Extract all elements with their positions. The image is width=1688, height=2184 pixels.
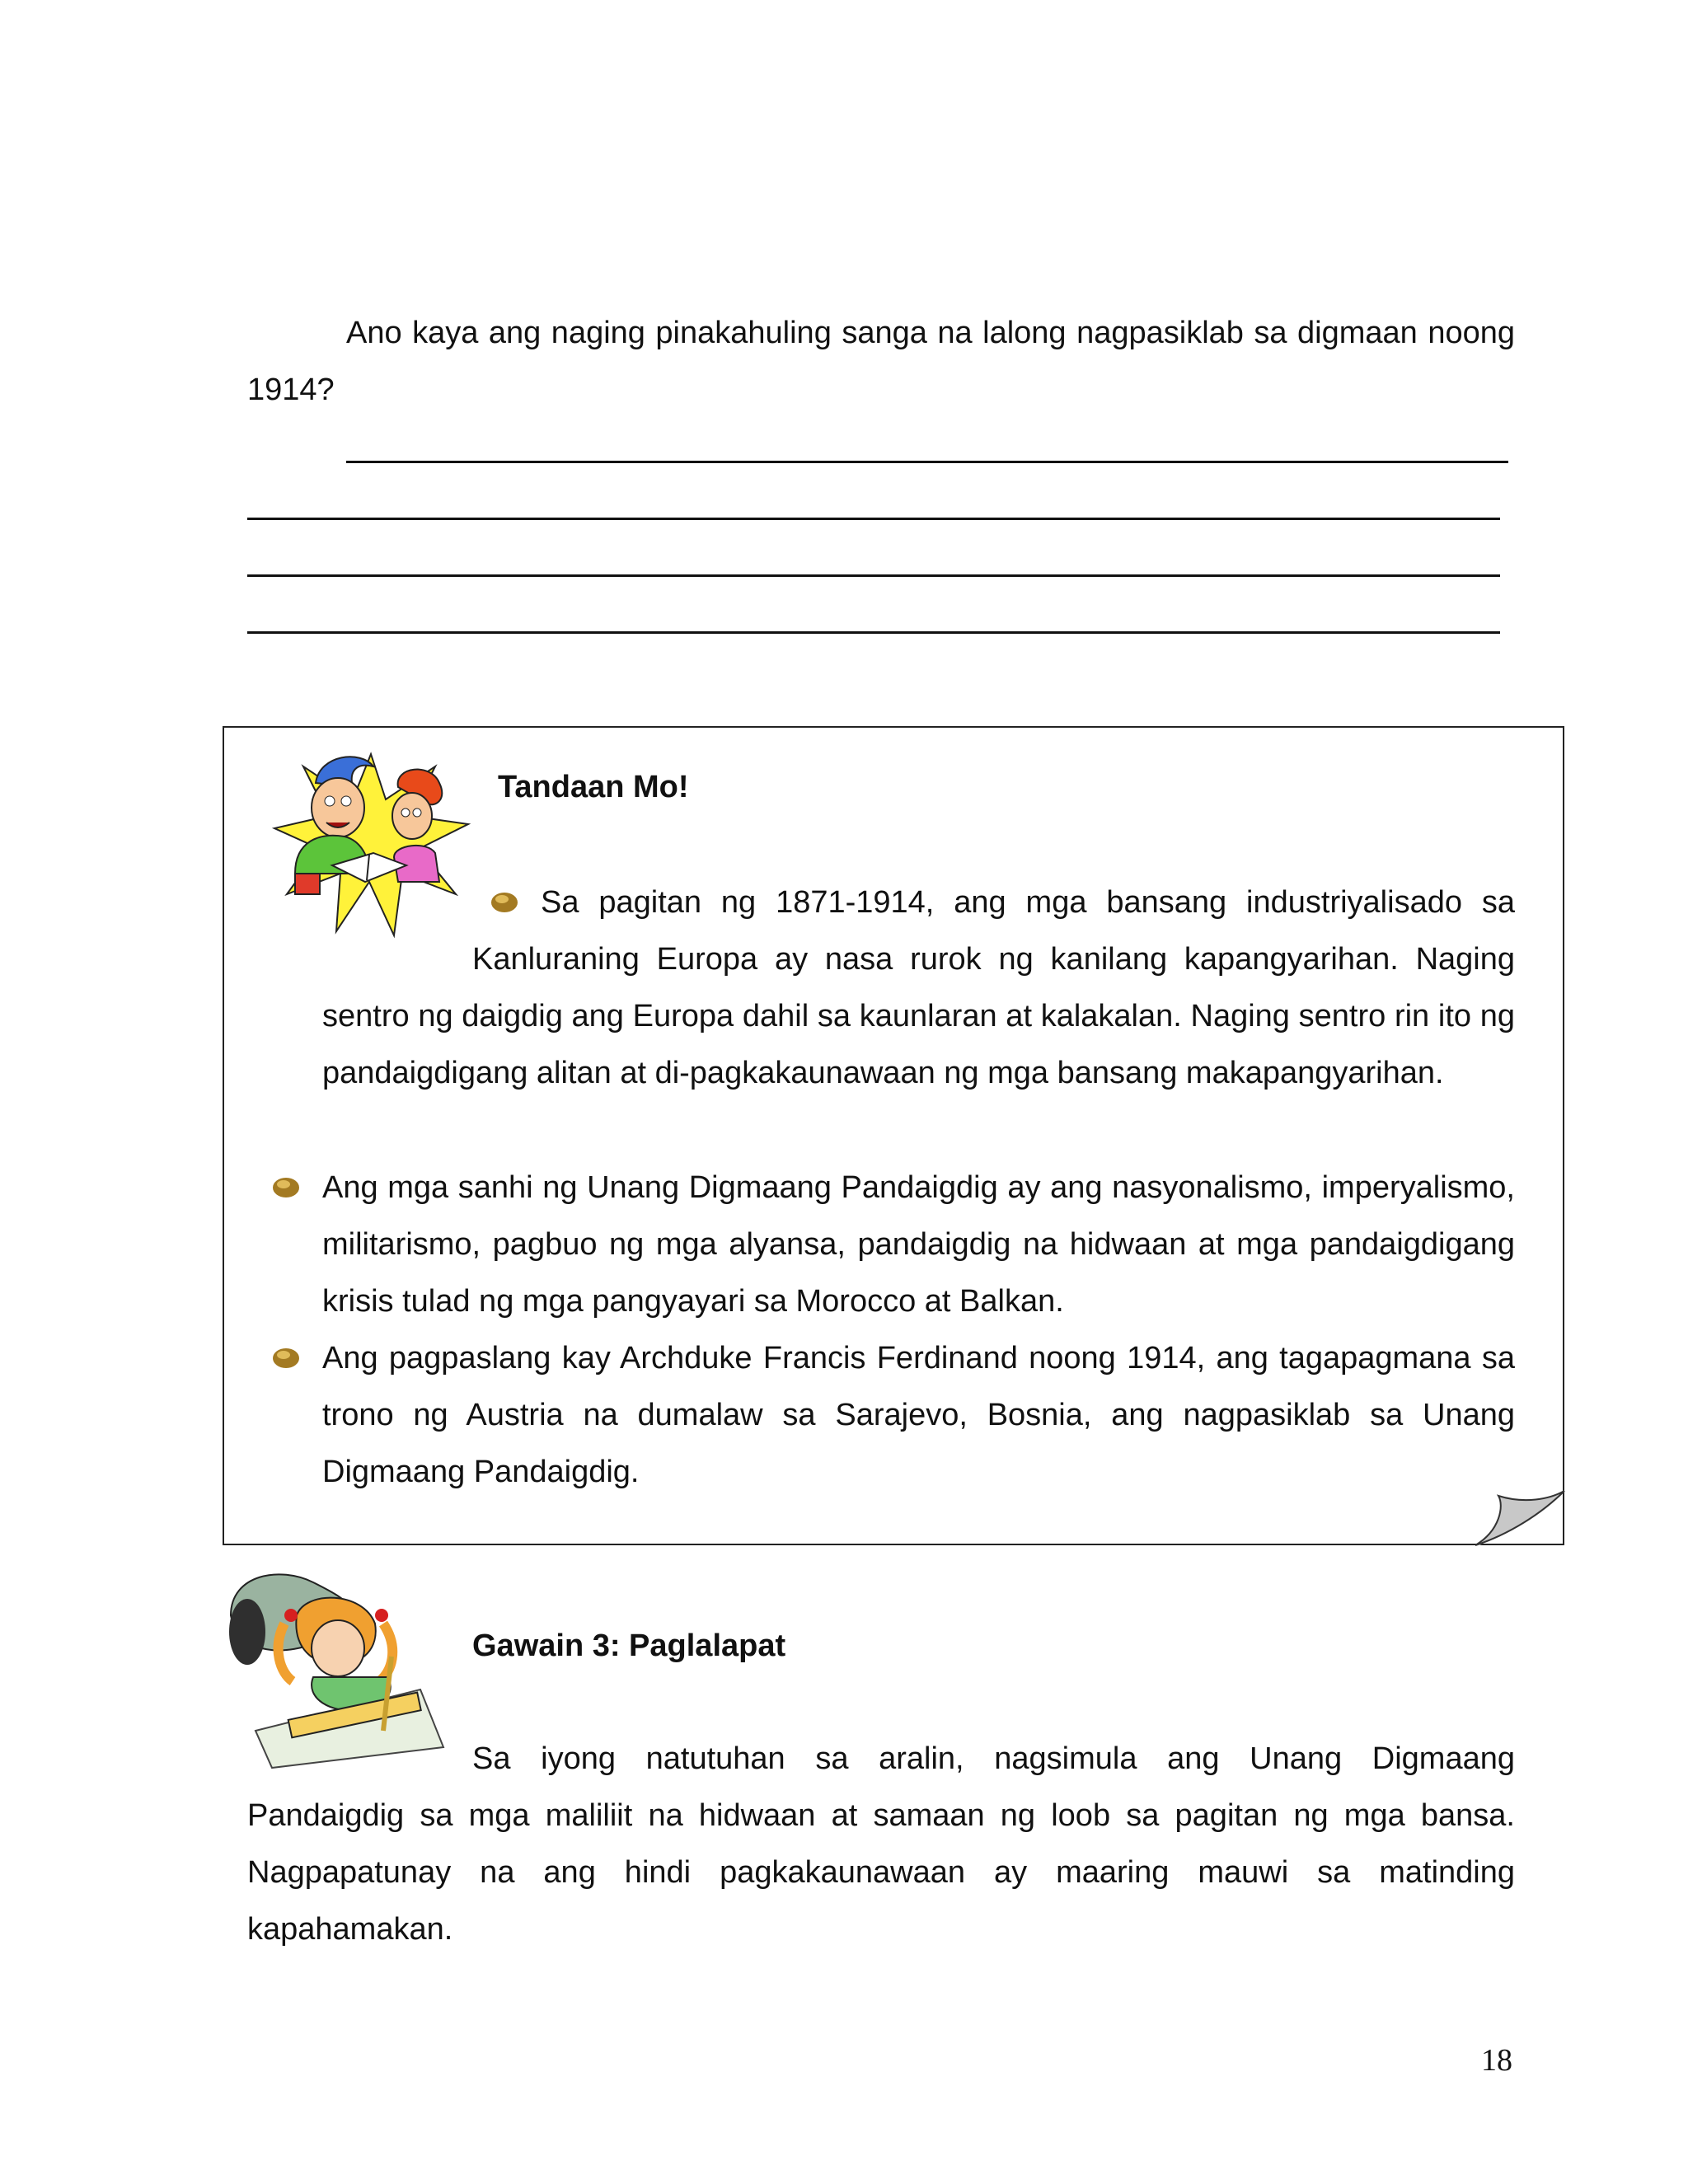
answer-line-3[interactable] [247,574,1500,577]
girl-drawing-illustration [223,1566,449,1772]
answer-line-4[interactable] [247,631,1500,634]
tandaan-bullet-1-rest: Kanluraning Europa ay nasa rurok ng kanilang kapangyarihan. Naging sentro ng daigdig ang Europa dahil sa kaunlaran at kalakalan. Naging sentro rin ito ng pandaigdigang alitan at di-pagkakaunawaan ng mga bansang makapangyarihan. [322,942,1515,1090]
gawain-paragraph: Pandaigdig sa mga maliliit na hidwaan at samaan ng loob sa pagitan ng mga bansa. Nagpapatunay na ang hindi pagkakaunawaan ay maaring mauwi sa matinding kapahamakan. [247,1798,1515,1947]
answer-line-2[interactable] [247,518,1500,520]
tandaan-bullet-3: Ang pagpaslang kay Archduke Francis Ferdinand noong 1914, ang tagapagmana sa trono ng Austria na dumalaw sa Sarajevo, Bosnia, ang nagpasiklab sa Unang Digmaang Pandaigdig. [322,1341,1515,1489]
bullet-icon [490,891,518,914]
answer-line-1[interactable] [346,461,1508,463]
kids-reading-illustration [270,750,472,940]
gawain-first-line: Sa iyong natutuhan sa aralin, nagsimula ang Unang Digmaang [472,1741,1515,1776]
question-text: Ano kaya ang naging pinakahuling sanga na lalong nagpasiklab sa digmaan noong 1914? [247,316,1515,407]
bullet-icon [272,1347,300,1370]
bullet-icon [272,1176,300,1199]
tandaan-title: Tandaan Mo! [498,770,689,804]
tandaan-bullet-2: Ang mga sanhi ng Unang Digmaang Pandaigdig ay ang nasyonalismo, imperyalismo, militarismo, pagbuo ng mga alyansa, pandaigdig na hidwaan at mga pandaigdigang krisis tulad ng mga pangyayari sa Morocco at Balkan. [322,1170,1515,1319]
gawain-title: Gawain 3: Paglalapat [472,1629,786,1663]
tandaan-bullet-1-first-line: Sa pagitan ng 1871-1914, ang mga bansang industriyalisado sa [541,885,1515,920]
page-number: 18 [1481,2043,1512,2078]
